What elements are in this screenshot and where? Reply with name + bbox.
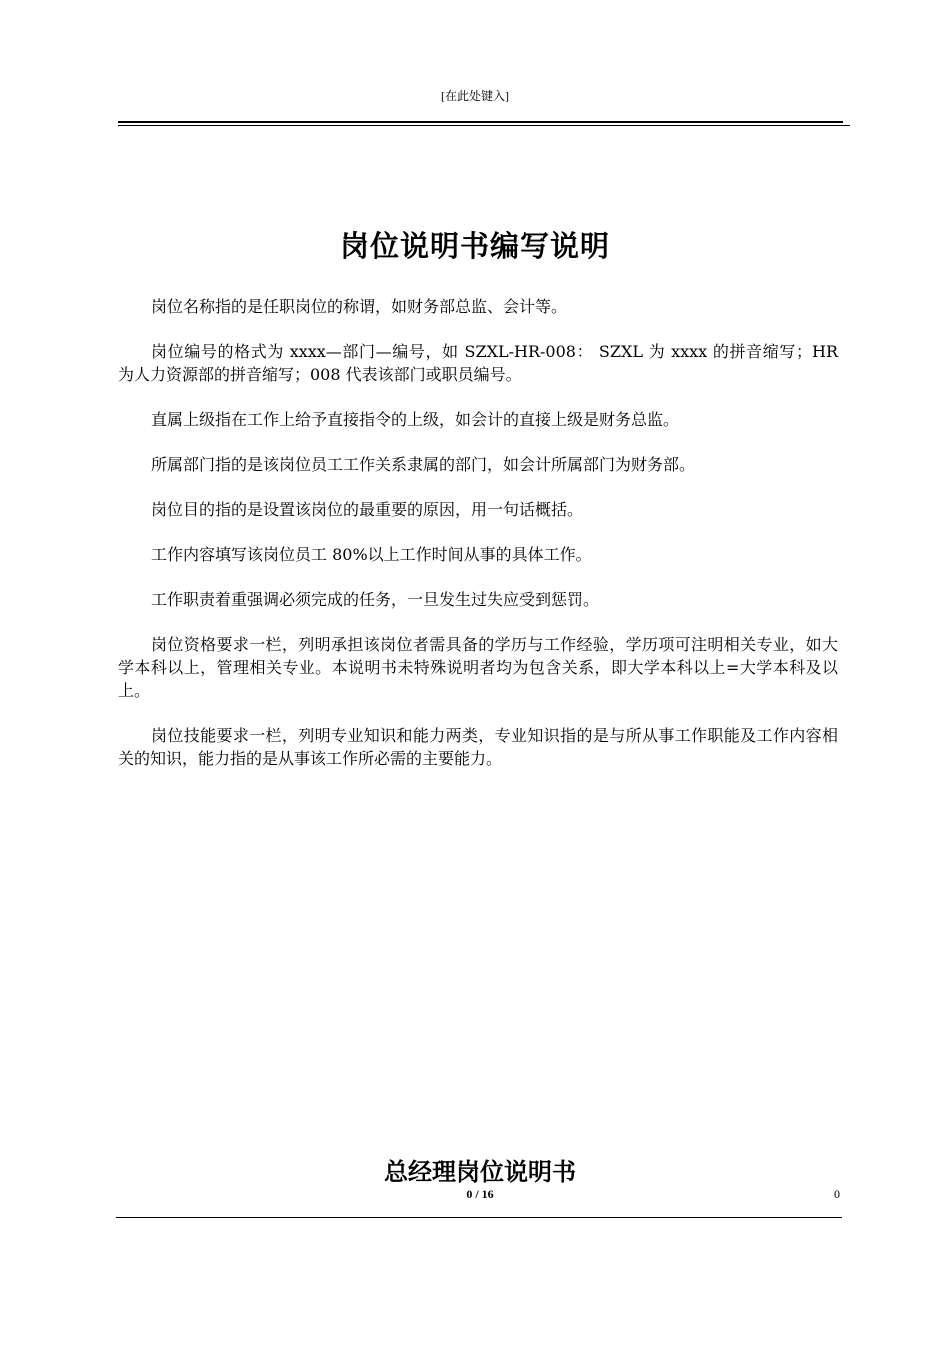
document-title: 岗位说明书编写说明 [339,229,610,263]
paragraph-responsibilities: 工作职责着重强调必须完成的任务，一旦发生过失应受到惩罚。 [151,590,600,609]
paragraph-position-name: 岗位名称指的是任职岗位的称谓，如财务部总监、会计等。 [151,297,568,316]
page-number: 0 [834,1187,840,1201]
paragraph-direct-superior: 直属上级指在工作上给予直接指令的上级，如会计的直接上级是财务总监。 [151,410,680,429]
page-counter: 0 / 16 [466,1187,494,1201]
paragraph-work-content: 工作内容填写该岗位员工 80%以上工作时间从事的具体工作。 [151,545,592,564]
footer-title: 总经理岗位说明书 [384,1158,576,1186]
paragraph-position-code: 岗位编号的格式为 xxxx—部门—编号，如 SZXL-HR-008： SZXL 为 xxxx 的拼音缩写；HR 为人力资源部的拼音缩写；008 代表该部门或职员编号。 [118,342,838,384]
document-body [118,295,838,792]
footer-divider [116,1217,842,1218]
paragraph-position-purpose: 岗位目的指的是设置该岗位的最重要的原因，用一句话概括。 [151,500,584,519]
paragraph-qualifications: 岗位资格要求一栏，列明承担该岗位者需具备的学历与工作经验，学历项可注明相关专业，如大学本科以上，管理相关专业。本说明书未特殊说明者均为包含关系，即大学本科以上=大学本科及以上。 [118,635,838,700]
header-divider-thick [118,121,843,123]
paragraph-department: 所属部门指的是该岗位员工工作关系隶属的部门，如会计所属部门为财务部。 [151,455,696,474]
page-header-text: [在此处键入] [441,89,509,103]
paragraph-skills: 岗位技能要求一栏，列明专业知识和能力两类，专业知识指的是与所从事工作职能及工作内容相关的知识，能力指的是从事该工作所必需的主要能力。 [118,726,838,768]
header-divider-thin [118,125,850,126]
